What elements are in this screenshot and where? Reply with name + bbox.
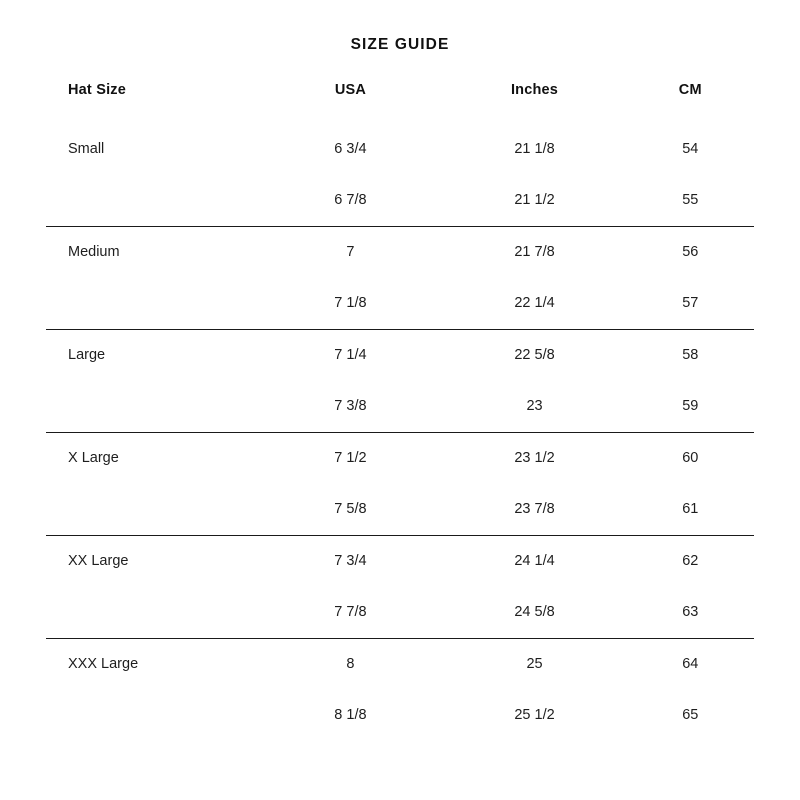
- cell-hat-size: [46, 484, 258, 536]
- cell-inches: 25 1/2: [514, 707, 555, 723]
- table-row: [46, 381, 754, 433]
- cell-hat-size: Large: [46, 330, 258, 382]
- cell-cm: 59: [682, 398, 699, 414]
- cell-inches: 22 5/8: [442, 330, 626, 382]
- cell-hat-size: Small: [68, 141, 105, 157]
- table-row: [46, 330, 754, 382]
- cell-cm: 58: [627, 330, 754, 382]
- cell-inches: 22 1/4: [514, 295, 555, 311]
- cell-cm: 62: [627, 536, 754, 588]
- cell-usa: 7 1/2: [258, 433, 442, 485]
- table-row: [46, 536, 754, 588]
- cell-cm: 54: [682, 141, 699, 157]
- column-header-hat-size: Hat Size: [68, 82, 127, 98]
- cell-inches: 23 1/2: [442, 433, 626, 485]
- table-row: [46, 278, 754, 330]
- cell-cm: 60: [627, 433, 754, 485]
- table-row: [46, 484, 754, 536]
- table-header-row: [46, 82, 754, 124]
- cell-hat-size: X Large: [46, 433, 258, 485]
- table-body: [46, 124, 754, 741]
- table-row: [46, 587, 754, 639]
- cell-inches: 23: [526, 398, 543, 414]
- cell-inches: 21 7/8: [442, 227, 626, 279]
- table-row: [46, 433, 754, 485]
- cell-hat-size: Medium: [46, 227, 258, 279]
- table-row: [46, 227, 754, 279]
- cell-inches: 23 7/8: [514, 501, 555, 517]
- cell-inches: 21 1/2: [514, 192, 555, 208]
- table-row: [46, 690, 754, 741]
- cell-hat-size: [46, 690, 258, 741]
- cell-usa: 7 7/8: [334, 604, 367, 620]
- cell-inches: 24 5/8: [514, 604, 555, 620]
- cell-hat-size: XXX Large: [46, 639, 258, 691]
- cell-hat-size: [46, 381, 258, 433]
- table-row: [46, 124, 754, 175]
- cell-usa: 7 3/4: [258, 536, 442, 588]
- size-guide-table: [46, 82, 754, 741]
- column-header-inches: Inches: [510, 82, 559, 98]
- cell-cm: 65: [682, 707, 699, 723]
- cell-usa: 7 5/8: [334, 501, 367, 517]
- table-row: [46, 639, 754, 691]
- cell-usa: 7 1/4: [258, 330, 442, 382]
- cell-usa: 6 7/8: [334, 192, 367, 208]
- column-header-cm: CM: [678, 82, 702, 98]
- cell-usa: 8: [258, 639, 442, 691]
- cell-hat-size: [46, 175, 258, 227]
- table-header: [46, 82, 754, 124]
- cell-inches: 25: [442, 639, 626, 691]
- cell-hat-size: XX Large: [46, 536, 258, 588]
- cell-cm: 55: [682, 192, 699, 208]
- cell-usa: 7 1/8: [334, 295, 367, 311]
- column-header-usa: USA: [334, 82, 367, 98]
- cell-usa: 8 1/8: [334, 707, 367, 723]
- cell-hat-size: [46, 587, 258, 639]
- cell-cm: 63: [682, 604, 699, 620]
- cell-cm: 61: [682, 501, 699, 517]
- cell-cm: 56: [627, 227, 754, 279]
- cell-cm: 64: [627, 639, 754, 691]
- cell-usa: 7 3/8: [334, 398, 367, 414]
- page-title: SIZE GUIDE: [350, 36, 450, 53]
- cell-usa: 7: [258, 227, 442, 279]
- cell-cm: 57: [682, 295, 699, 311]
- table-row: [46, 175, 754, 227]
- cell-inches: 24 1/4: [442, 536, 626, 588]
- cell-usa: 6 3/4: [334, 141, 367, 157]
- cell-inches: 21 1/8: [514, 141, 555, 157]
- cell-hat-size: [46, 278, 258, 330]
